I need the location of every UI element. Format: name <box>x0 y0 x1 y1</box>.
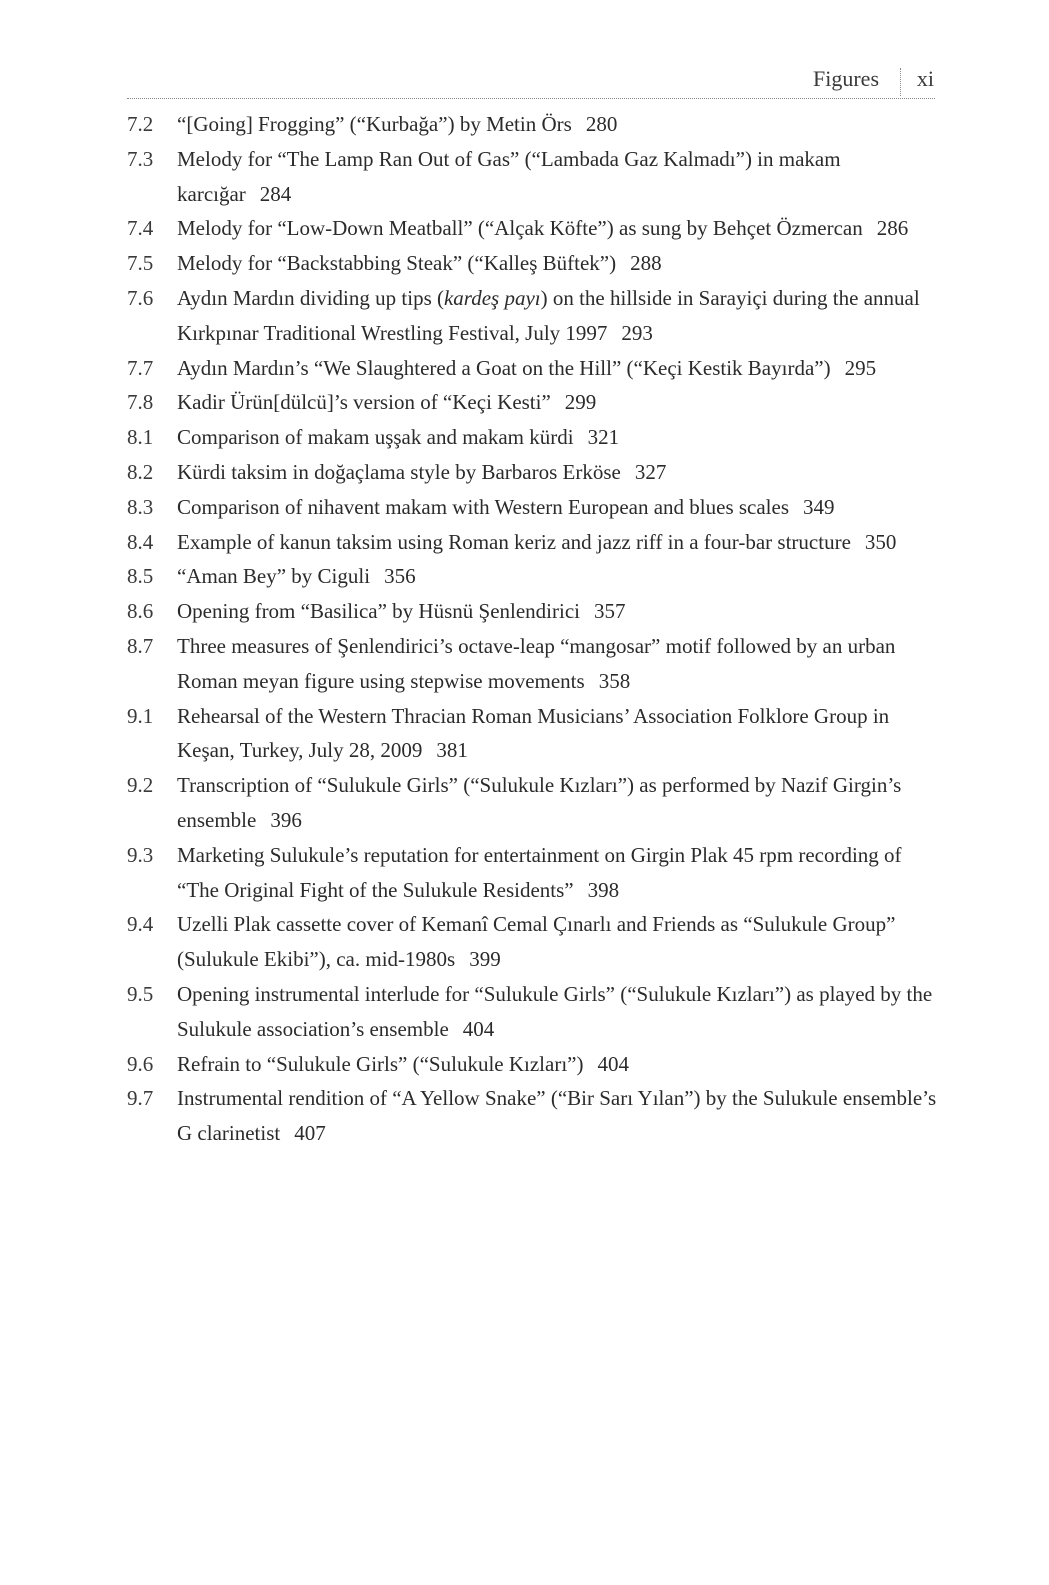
figure-page-ref: 357 <box>594 599 626 624</box>
figure-entry <box>127 420 937 455</box>
figure-entry <box>127 559 937 594</box>
figure-page-ref: 288 <box>630 251 662 276</box>
figure-page-ref: 286 <box>876 216 909 241</box>
figure-caption: Aydın Mardın dividing up tips (kardeş payı) on the hillside in Sarayiçi during the annual Kırkpınar Traditional Wrestling Festival, July 1997 <box>177 285 920 345</box>
figure-entry <box>127 699 937 769</box>
figure-page-ref: 358 <box>598 668 631 693</box>
page-number: xi <box>916 66 934 91</box>
figure-number: 8.1 <box>127 425 154 450</box>
figure-page-ref: 356 <box>384 564 416 589</box>
figure-number: 7.6 <box>127 285 154 310</box>
figure-entry <box>127 768 937 838</box>
figure-entry <box>127 977 937 1047</box>
figure-caption: Melody for “Low-Down Meatball” (“Alçak Köfte”) as sung by Behçet Özmercan <box>177 216 863 241</box>
figure-entry <box>127 351 937 386</box>
figure-page-ref: 399 <box>469 947 501 972</box>
figure-caption: Three measures of Şenlendirici’s octave-leap “mangosar” motif followed by an urban Roman meyan figure using stepwise movements <box>177 633 896 693</box>
figure-number: 9.5 <box>127 981 154 1006</box>
figure-number: 8.3 <box>127 494 154 519</box>
figure-number: 8.6 <box>127 599 154 624</box>
figure-entry <box>127 385 937 420</box>
figure-caption: Comparison of makam uşşak and makam kürdi <box>177 425 574 450</box>
figure-number: 7.2 <box>127 112 154 136</box>
section-title: Figures <box>813 66 879 91</box>
figure-caption: Transcription of “Sulukule Girls” (“Sulukule Kızları”) as performed by Nazif Girgin’s ensemble <box>177 773 902 832</box>
figure-number: 7.5 <box>127 251 154 276</box>
figure-page-ref: 350 <box>864 529 897 554</box>
figure-caption: Instrumental rendition of “A Yellow Snake” (“Bir Sarı Yılan”) by the Sulukule ensemble’s G clarinetist <box>177 1086 937 1146</box>
figure-page-ref: 327 <box>634 459 667 484</box>
figure-caption: Comparison of nihavent makam with Western European and blues scales <box>177 494 790 519</box>
figure-entry <box>127 1081 937 1151</box>
figure-number: 9.1 <box>127 703 154 728</box>
figure-number: 7.8 <box>127 390 154 415</box>
figure-entry <box>127 246 937 281</box>
figure-page-ref: 404 <box>462 1016 495 1041</box>
figure-page-ref: 404 <box>597 1051 629 1076</box>
figure-page-ref: 284 <box>259 181 292 206</box>
figure-caption: Kürdi taksim in doğaçlama style by Barbaros Erköse <box>177 459 621 484</box>
figure-caption: Refrain to “Sulukule Girls” (“Sulukule Kızları”) <box>177 1051 584 1076</box>
figure-caption: Opening from “Basilica” by Hüsnü Şenlendirici <box>177 599 580 624</box>
figure-page-ref: 407 <box>294 1121 326 1146</box>
figure-list <box>127 107 937 1151</box>
figure-caption: Kadir Ürün[dülcü]’s version of “Keçi Kesti” <box>177 390 551 415</box>
figure-page-ref: 396 <box>270 807 302 832</box>
figure-number: 9.6 <box>127 1051 154 1076</box>
figure-entry <box>127 107 937 142</box>
figure-page-ref: 321 <box>587 425 620 450</box>
figure-number: 9.7 <box>127 1086 154 1111</box>
header-divider <box>900 68 901 96</box>
figure-entry <box>127 629 937 699</box>
figure-caption: Uzelli Plak cassette cover of Kemanî Cemal Çınarlı and Friends as “Sulukule Group” (Sulukule Ekibi”), ca. mid-1980s <box>177 912 896 972</box>
figure-entry <box>127 525 937 560</box>
figure-page-ref: 293 <box>621 320 653 345</box>
figure-caption: Melody for “The Lamp Ran Out of Gas” (“Lambada Gaz Kalmadı”) in makam karcığar <box>177 146 841 206</box>
figure-caption: Marketing Sulukule’s reputation for entertainment on Girgin Plak 45 rpm recording of “The Original Fight of the Sulukule Residents” <box>177 842 902 902</box>
figure-number: 9.3 <box>127 842 154 867</box>
figure-number: 7.4 <box>127 216 154 241</box>
figure-page-ref: 295 <box>844 355 877 380</box>
figure-caption: “[Going] Frogging” (“Kurbağa”) by Metin Örs <box>177 112 572 136</box>
figure-entry <box>127 281 937 351</box>
figure-page-ref: 280 <box>585 112 618 136</box>
figure-caption: Aydın Mardın’s “We Slaughtered a Goat on the Hill” (“Keçi Kestik Bayırda”) <box>177 355 831 380</box>
figure-caption: Example of kanun taksim using Roman keriz and jazz riff in a four-bar structure <box>177 529 851 554</box>
figure-caption: “Aman Bey” by Ciguli <box>177 564 371 589</box>
figure-page-ref: 349 <box>803 494 835 519</box>
figure-number: 8.2 <box>127 459 154 484</box>
figure-number: 9.2 <box>127 773 154 798</box>
figure-page-ref: 398 <box>587 877 620 902</box>
figure-number: 8.4 <box>127 529 154 554</box>
figure-entry <box>127 907 937 977</box>
figure-caption: Rehearsal of the Western Thracian Roman Musicians’ Association Folklore Group in Keşan, Turkey, July 28, 2009 <box>177 703 890 763</box>
figure-entry <box>127 211 937 246</box>
figure-number: 8.7 <box>127 633 154 658</box>
figure-entry <box>127 455 937 490</box>
figure-number: 8.5 <box>127 564 154 589</box>
figure-entry <box>127 1047 937 1082</box>
figure-entry <box>127 142 937 212</box>
running-head <box>127 64 935 99</box>
figure-page-ref: 381 <box>436 738 468 763</box>
figure-entry <box>127 838 937 908</box>
figure-number: 9.4 <box>127 912 154 937</box>
figure-entry <box>127 490 937 525</box>
figure-number: 7.7 <box>127 355 154 380</box>
figure-entry <box>127 594 937 629</box>
figure-number: 7.3 <box>127 146 154 171</box>
figure-caption: Melody for “Backstabbing Steak” (“Kalleş Büftek”) <box>177 251 617 276</box>
figure-caption: Opening instrumental interlude for “Sulukule Girls” (“Sulukule Kızları”) as played by the Sulukule association’s ensemble <box>177 981 933 1041</box>
figure-page-ref: 299 <box>564 390 597 415</box>
